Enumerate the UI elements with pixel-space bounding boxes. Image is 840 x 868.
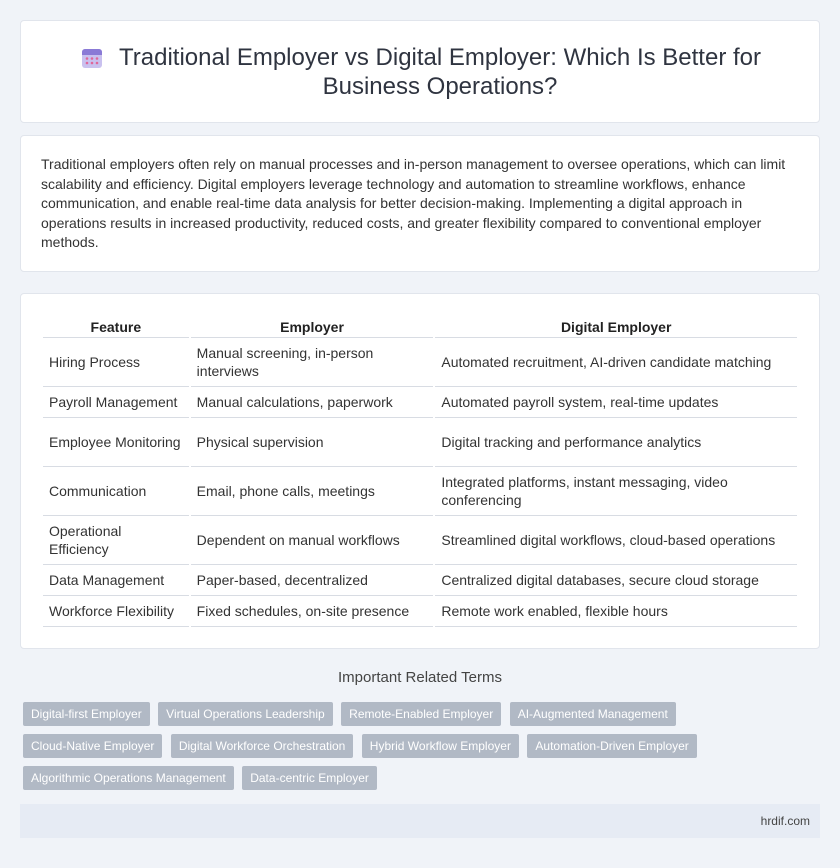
table-cell: Digital tracking and performance analytics [435, 418, 797, 467]
table-cell: Centralized digital databases, secure cloud storage [435, 565, 797, 596]
table-cell: Manual screening, in-person interviews [191, 338, 434, 387]
table-row [43, 467, 797, 516]
table-cell: Dependent on manual workflows [191, 516, 434, 565]
table-row [43, 565, 797, 596]
table-cell: Employee Monitoring [43, 418, 189, 467]
table-cell: Integrated platforms, instant messaging, video conferencing [435, 467, 797, 516]
table-cell: Email, phone calls, meetings [191, 467, 434, 516]
related-terms-title: Important Related Terms [338, 669, 502, 686]
table-cell: Hiring Process [43, 338, 189, 387]
table-header-row [43, 312, 797, 338]
related-term-tag[interactable]: Digital Workforce Orchestration [171, 734, 354, 758]
table-row [43, 387, 797, 418]
header-card [20, 20, 820, 123]
related-term-tag[interactable]: Virtual Operations Leadership [158, 702, 333, 726]
related-term-tag[interactable]: Cloud-Native Employer [23, 734, 162, 758]
related-term-tag[interactable]: AI-Augmented Management [510, 702, 676, 726]
table-cell: Fixed schedules, on-site presence [191, 596, 434, 627]
table-row [43, 418, 797, 467]
related-term-tag[interactable]: Data-centric Employer [242, 766, 377, 790]
table-cell: Manual calculations, paperwork [191, 387, 434, 418]
table-row [43, 596, 797, 627]
related-term-tag[interactable]: Digital-first Employer [23, 702, 150, 726]
table-cell: Streamlined digital workflows, cloud-based operations [435, 516, 797, 565]
table-cell: Automated payroll system, real-time updates [435, 387, 797, 418]
header-digital-employer: Digital Employer [435, 312, 797, 338]
table-cell: Physical supervision [191, 418, 434, 467]
table-cell: Remote work enabled, flexible hours [435, 596, 797, 627]
intro-card [20, 135, 820, 272]
related-term-tag[interactable]: Hybrid Workflow Employer [362, 734, 519, 758]
table-row [43, 338, 797, 387]
comparison-card [20, 293, 820, 649]
related-term-tag[interactable]: Remote-Enabled Employer [341, 702, 501, 726]
table-cell: Payroll Management [43, 387, 189, 418]
header-employer: Employer [191, 312, 434, 338]
table-cell: Data Management [43, 565, 189, 596]
footer [20, 804, 820, 838]
page-title [21, 43, 819, 101]
comparison-table [41, 312, 799, 627]
table-cell: Paper-based, decentralized [191, 565, 434, 596]
header-feature: Feature [43, 312, 189, 338]
footer-site-link[interactable]: hrdif.com [760, 814, 810, 828]
table-cell: Automated recruitment, AI-driven candidate matching [435, 338, 797, 387]
related-terms-list [23, 702, 823, 798]
related-term-tag[interactable]: Algorithmic Operations Management [23, 766, 234, 790]
intro-paragraph: Traditional employers often rely on manual processes and in-person management to oversee operations, which can limit scalability and efficiency. Digital employers leverage technology and automation to streamline workflows, enhance communication, and enable real-time data analysis for better decision-making. Implementing a digital approach in operations results in increased productivity, reduced costs, and greater flexibility compared to conventional employer methods. [41, 156, 786, 250]
page-title-text: Traditional Employer vs Digital Employer: Which Is Better for Business Operations? [119, 44, 761, 100]
table-row [43, 516, 797, 565]
table-cell: Workforce Flexibility [43, 596, 189, 627]
related-term-tag[interactable]: Automation-Driven Employer [527, 734, 696, 758]
table-cell: Operational Efficiency [43, 516, 189, 565]
table-cell: Communication [43, 467, 189, 516]
